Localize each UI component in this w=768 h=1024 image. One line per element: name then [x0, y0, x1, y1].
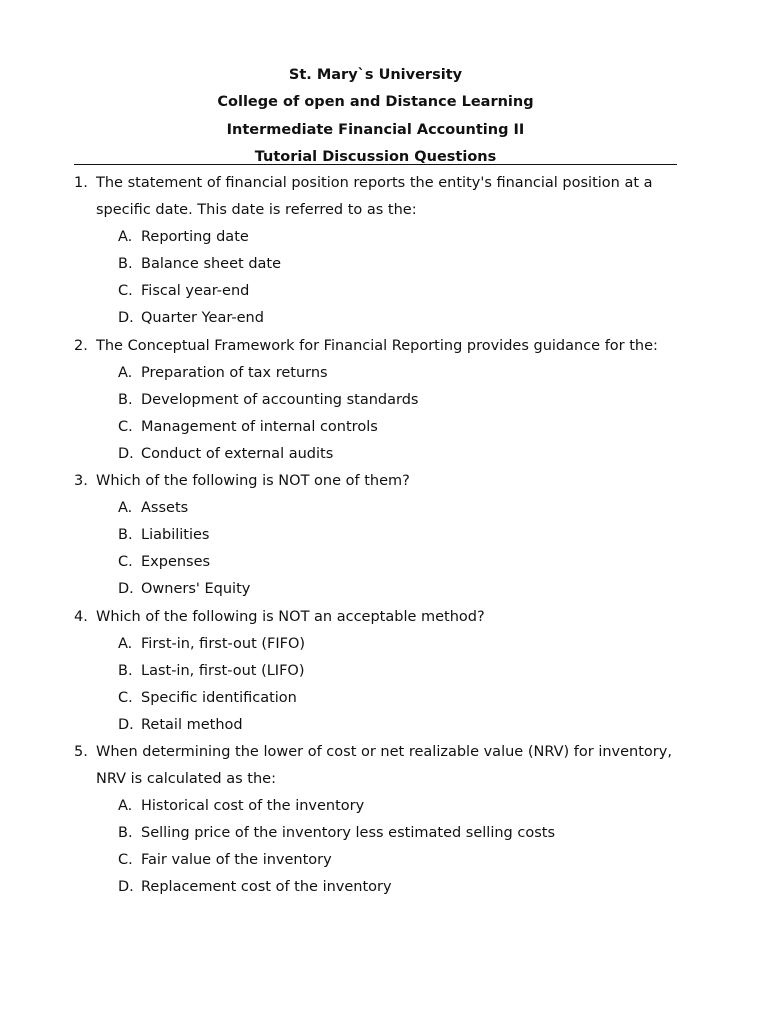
option-letter: C.	[118, 852, 133, 869]
option-letter: D.	[118, 716, 134, 733]
option-letter: C.	[118, 554, 133, 571]
option-c	[74, 278, 684, 305]
option-list	[74, 495, 684, 603]
option-letter: B.	[118, 527, 133, 544]
question-5	[74, 739, 684, 902]
question-stem	[74, 604, 684, 631]
option-text: Management of internal controls	[141, 418, 378, 435]
option-letter: D.	[118, 445, 134, 462]
option-letter: B.	[118, 825, 133, 842]
option-a	[74, 631, 684, 658]
question-text: The statement of financial position reports the entity's financial position at a specific date. This date is referred to as the:	[96, 175, 653, 219]
option-list	[74, 631, 684, 739]
option-text: Expenses	[141, 554, 211, 571]
question-list	[74, 170, 684, 902]
option-letter: A.	[118, 364, 133, 381]
option-letter: A.	[118, 798, 133, 815]
question-number: 5.	[74, 743, 88, 760]
option-d	[74, 441, 684, 468]
document-header	[74, 62, 677, 171]
option-text: Conduct of external audits	[141, 445, 334, 462]
question-stem	[74, 170, 684, 224]
option-text: Selling price of the inventory less estimated selling costs	[141, 825, 556, 842]
option-c	[74, 685, 684, 712]
option-letter: C.	[118, 418, 133, 435]
option-letter: A.	[118, 229, 133, 246]
question-number: 1.	[74, 175, 88, 191]
option-c	[74, 847, 684, 874]
option-b	[74, 251, 684, 278]
option-b	[74, 522, 684, 549]
option-text: Preparation of tax returns	[141, 364, 328, 381]
option-list	[74, 224, 684, 332]
option-text: Last-in, first-out (LIFO)	[141, 662, 305, 679]
option-a	[74, 495, 684, 522]
question-stem	[74, 739, 684, 793]
option-letter: C.	[118, 283, 133, 300]
question-text: When determining the lower of cost or net realizable value (NRV) for inventory, NRV is calculated as the:	[96, 743, 672, 788]
option-d	[74, 712, 684, 739]
option-text: Fiscal year-end	[141, 283, 250, 300]
option-d	[74, 874, 684, 901]
question-4	[74, 604, 684, 739]
option-letter: A.	[118, 500, 133, 517]
option-text: Liabilities	[141, 527, 210, 544]
option-text: Owners' Equity	[141, 581, 251, 598]
option-letter: B.	[118, 391, 133, 408]
option-letter: D.	[118, 879, 134, 896]
option-list	[74, 793, 684, 901]
question-2	[74, 333, 684, 468]
option-text: Retail method	[141, 716, 243, 733]
option-text: Fair value of the inventory	[141, 852, 332, 869]
option-a	[74, 793, 684, 820]
option-b	[74, 820, 684, 847]
option-text: Replacement cost of the inventory	[141, 879, 392, 896]
option-text: Specific identification	[141, 689, 297, 706]
option-a	[74, 224, 684, 251]
option-text: Quarter Year-end	[141, 310, 264, 327]
option-text: First-in, first-out (FIFO)	[141, 635, 306, 652]
question-number: 3.	[74, 473, 88, 490]
question-text: The Conceptual Framework for Financial Reporting provides guidance for the:	[96, 337, 658, 354]
college-name: College of open and Distance Learning	[217, 94, 534, 111]
question-3	[74, 468, 684, 603]
option-text: Assets	[141, 500, 189, 517]
option-c	[74, 414, 684, 441]
option-b	[74, 387, 684, 414]
question-stem	[74, 333, 684, 360]
question-1	[74, 170, 684, 333]
option-letter: B.	[118, 256, 133, 273]
option-letter: D.	[118, 310, 134, 327]
option-text: Historical cost of the inventory	[141, 798, 365, 815]
option-letter: B.	[118, 662, 133, 679]
header-divider	[74, 164, 677, 165]
option-a	[74, 360, 684, 387]
course-title: Intermediate Financial Accounting II	[226, 121, 525, 138]
question-number: 4.	[74, 608, 88, 625]
option-d	[74, 305, 684, 332]
question-stem	[74, 468, 684, 495]
option-b	[74, 658, 684, 685]
university-name: St. Mary`s University	[288, 67, 463, 83]
option-d	[74, 576, 684, 603]
option-list	[74, 360, 684, 468]
option-letter: A.	[118, 635, 133, 652]
option-letter: C.	[118, 689, 133, 706]
option-text: Development of accounting standards	[141, 391, 419, 408]
question-number: 2.	[74, 337, 88, 354]
document-title: Tutorial Discussion Questions	[254, 148, 497, 165]
option-c	[74, 549, 684, 576]
option-text: Balance sheet date	[141, 256, 282, 273]
question-text: Which of the following is NOT one of them?	[96, 473, 410, 490]
option-text: Reporting date	[141, 229, 249, 246]
option-letter: D.	[118, 581, 134, 598]
question-text: Which of the following is NOT an acceptable method?	[96, 608, 485, 625]
